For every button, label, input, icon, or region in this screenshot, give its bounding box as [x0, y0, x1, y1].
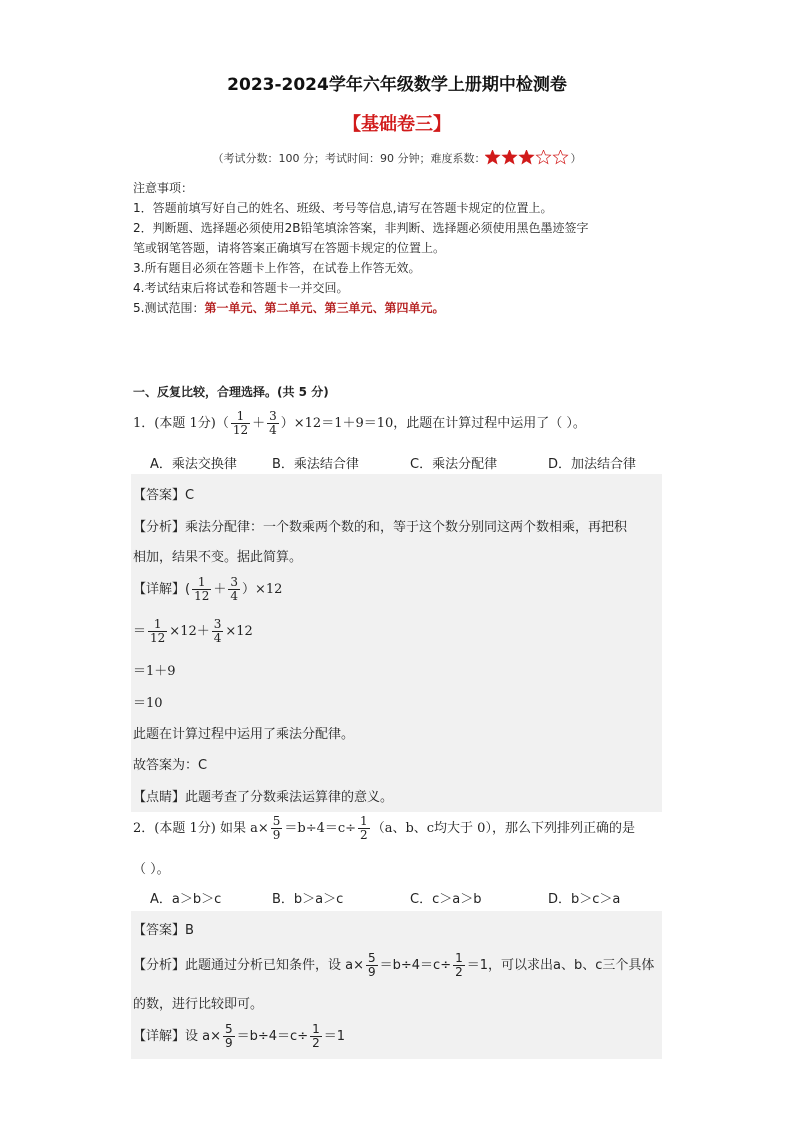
q2-option-d[interactable]: D．b＞c＞a — [548, 892, 621, 907]
q2-mid: ＝b÷4＝c÷ — [284, 821, 357, 836]
star-filled-icon — [520, 150, 534, 164]
fraction-denominator: 4 — [230, 589, 239, 603]
q2-analysis-mid: ＝b÷4＝c÷ — [379, 958, 452, 973]
fraction-numerator: 1 — [312, 1022, 320, 1036]
q2-detail-mid: ＝b÷4＝c÷ — [236, 1029, 309, 1044]
q2-analysis-fraction-b — [453, 952, 465, 979]
fraction-denominator: 4 — [269, 423, 277, 437]
q1-step1-pre: ＝ — [133, 624, 147, 639]
q1-plus: ＋ — [252, 416, 266, 431]
fraction-numerator: 3 — [230, 575, 239, 589]
fraction-numerator: 1 — [236, 409, 245, 423]
q2-option-a[interactable]: A．a＞b＞c — [150, 892, 222, 907]
q1-option-d[interactable]: D．加法结合律 — [548, 457, 637, 472]
note-item: 1．答题前填写好自己的姓名、班级、考号等信息,请写在答题卡规定的位置上。 — [133, 201, 553, 215]
notes-heading: 注意事项： — [133, 181, 194, 195]
question-1-stem — [133, 410, 586, 437]
q2-fraction-b — [358, 815, 370, 842]
page-title: 2023-2024学年六年级数学上册期中检测卷 — [227, 75, 567, 95]
note-scope-value: 第一单元、第二单元、第三单元、第四单元。 — [204, 301, 445, 315]
q1-detail-plus: ＋ — [213, 582, 227, 597]
q1-final-answer: 故答案为：C — [133, 758, 208, 773]
fraction-numerator: 3 — [269, 409, 277, 423]
q1-answer: 【答案】C — [133, 488, 195, 503]
note-scope — [133, 298, 663, 318]
q1-step1-mid: ×12＋ — [169, 624, 210, 639]
q2-analysis-line1 — [133, 952, 654, 979]
q2-detail-tail: ＝1 — [323, 1029, 346, 1044]
fraction-denominator: 12 — [150, 631, 166, 645]
q2-detail-fraction-a — [223, 1023, 235, 1050]
note-item: 3.所有题目必须在答题卡上作答，在试卷上作答无效。 — [133, 261, 421, 275]
fraction-numerator: 1 — [360, 814, 368, 828]
q1-detail-fraction-b — [228, 576, 240, 603]
q1-option-b[interactable]: B．乘法结合律 — [272, 457, 359, 472]
q2-prefix: 2．(本题 1分) 如果 a× — [133, 821, 269, 836]
fraction-denominator: 12 — [232, 423, 249, 437]
exam-info-suffix: ） — [570, 152, 582, 165]
q1-suffix: ）×12＝1＋9＝10，此题在计算过程中运用了（ ）。 — [280, 416, 586, 431]
q1-prefix: 1．(本题 1分)（ — [133, 416, 229, 431]
q1-step1-tail: ×12 — [225, 624, 253, 639]
q1-option-a[interactable]: A．乘法交换律 — [150, 457, 237, 472]
star-filled-icon — [503, 150, 517, 164]
q2-analysis-line2: 的数，进行比较即可。 — [133, 997, 264, 1012]
q1-detail-fraction-a — [192, 576, 211, 603]
q1-comment: 【点睛】此题考查了分数乘法运算律的意义。 — [133, 790, 394, 805]
q2-option-c[interactable]: C．c＞a＞b — [410, 892, 482, 907]
q2-fraction-a — [271, 815, 283, 842]
q2-option-b[interactable]: B．b＞a＞c — [272, 892, 344, 907]
fraction-numerator: 3 — [213, 617, 222, 631]
q1-fraction-a — [231, 410, 250, 437]
exam-info — [0, 150, 794, 168]
star-empty-icon — [554, 150, 568, 164]
q1-step1-fraction-a — [148, 618, 167, 645]
exam-info-prefix: （考试分数：100 分；考试时间：90 分钟；难度系数： — [212, 152, 486, 165]
fraction-denominator: 4 — [213, 631, 222, 645]
q1-step2: ＝1＋9 — [133, 664, 176, 679]
q1-step1-fraction-b — [212, 618, 224, 645]
q1-detail — [133, 576, 282, 603]
q2-suffix: （a、b、c均大于 0），那么下列排列正确的是 — [371, 821, 635, 836]
q1-analysis-line2: 相加，结果不变。据此简算。 — [133, 550, 303, 565]
q1-option-c[interactable]: C．乘法分配律 — [410, 457, 498, 472]
q2-analysis-tail: ＝1，可以求出a、b、c三个具体 — [466, 958, 655, 973]
q2-detail — [133, 1023, 345, 1050]
star-empty-icon — [537, 150, 551, 164]
q2-analysis-fraction-a — [366, 952, 378, 979]
fraction-numerator: 1 — [455, 951, 463, 965]
fraction-numerator: 1 — [197, 575, 206, 589]
q2-detail-fraction-b — [310, 1023, 322, 1050]
fraction-denominator: 2 — [312, 1036, 320, 1050]
q2-detail-pre: 【详解】设 a× — [133, 1029, 221, 1044]
fraction-numerator: 5 — [368, 951, 376, 965]
difficulty-stars — [485, 150, 570, 168]
question-2-stem — [133, 815, 635, 842]
q1-step3: ＝10 — [133, 696, 163, 711]
section-heading: 一、反复比较，合理选择。(共 5 分) — [133, 385, 329, 399]
difficulty-stars-svg — [485, 150, 570, 165]
fraction-denominator: 2 — [360, 828, 368, 842]
q1-detail-tail: ）×12 — [242, 582, 283, 597]
q1-step1 — [133, 618, 253, 645]
note-item: 2．判断题、选择题必须使用2B铅笔填涂答案，非判断、选择题必须使用黑色墨迹签字 — [133, 221, 589, 235]
star-filled-icon — [486, 150, 500, 164]
q2-blank: （ ）。 — [133, 862, 170, 877]
fraction-denominator: 2 — [455, 965, 463, 979]
note-item: 4.考试结束后将试卷和答题卡一并交回。 — [133, 281, 349, 295]
page-subtitle: 【基础卷三】 — [343, 114, 451, 135]
fraction-numerator: 1 — [153, 617, 162, 631]
fraction-denominator: 12 — [194, 589, 210, 603]
fraction-numerator: 5 — [272, 814, 281, 828]
note-item: 笔或钢笔答题，请将答案正确填写在答题卡规定的位置上。 — [133, 241, 446, 255]
fraction-denominator: 9 — [272, 828, 281, 842]
notes-block — [133, 178, 663, 318]
fraction-numerator: 5 — [225, 1022, 233, 1036]
note-scope-label: 5.测试范围： — [133, 301, 205, 315]
q1-conclusion: 此题在计算过程中运用了乘法分配律。 — [133, 727, 355, 742]
q1-analysis-line1: 【分析】乘法分配律：一个数乘两个数的和，等于这个数分别同这两个数相乘，再把积 — [133, 520, 628, 535]
q1-fraction-b — [267, 410, 279, 437]
fraction-denominator: 9 — [368, 965, 376, 979]
q2-answer: 【答案】B — [133, 923, 194, 938]
fraction-denominator: 9 — [225, 1036, 233, 1050]
q2-analysis-pre: 【分析】此题通过分析已知条件，设 a× — [133, 958, 364, 973]
q1-detail-label: 【详解】( — [133, 582, 191, 597]
